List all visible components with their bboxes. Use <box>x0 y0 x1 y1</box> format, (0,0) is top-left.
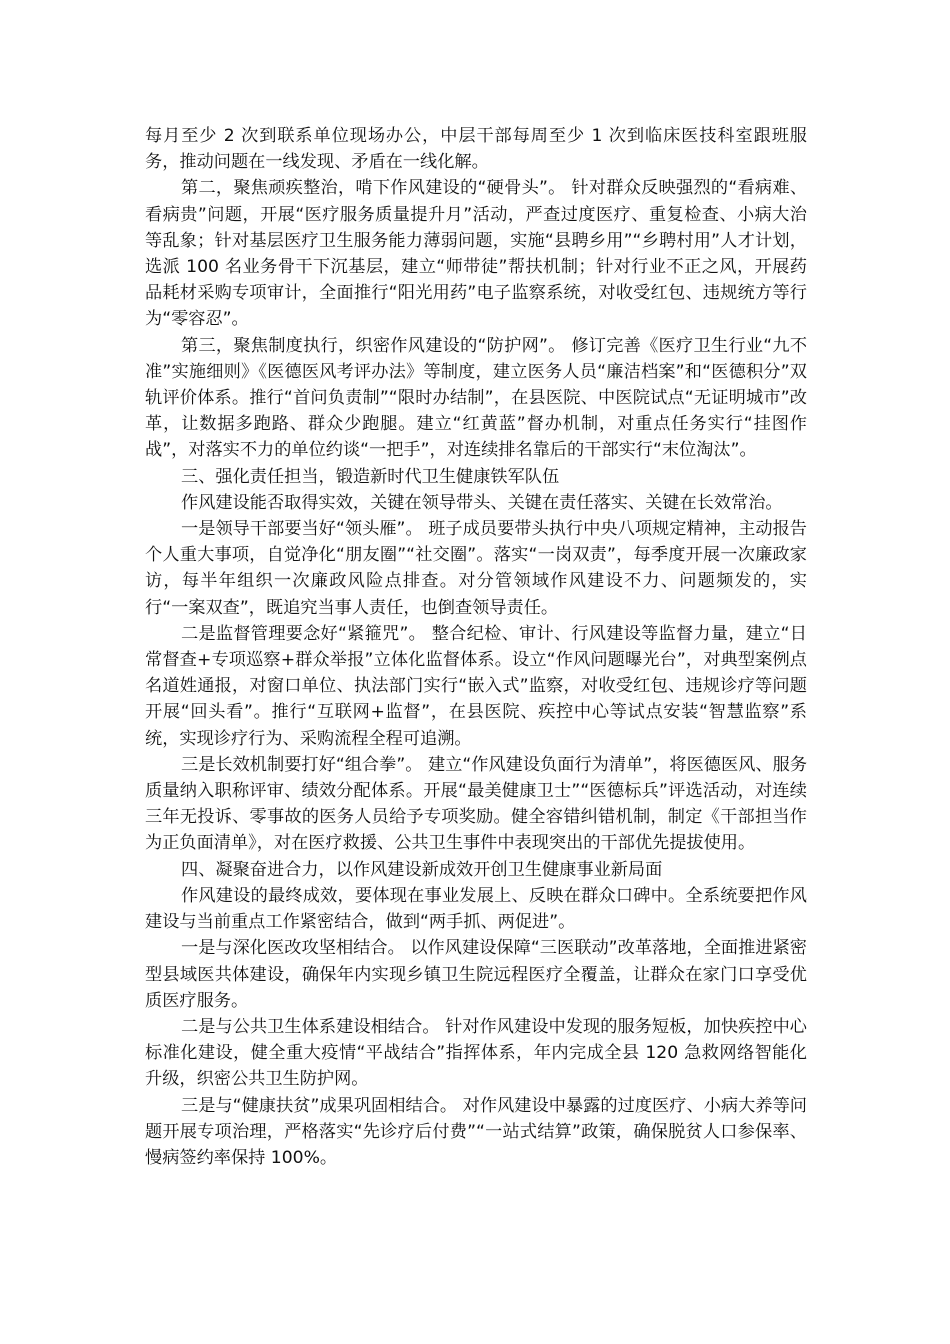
paragraph-text: 修订完善《医疗卫生行业“九不准”实施细则》《医德医风考评办法》等制度，建立医务人员“廉洁档案”和“医德积分”双轨评价体系。推行“首问负责制”“限时办结制”，在县医院、中医院试点“无证明城市”改革，让数据多跑路、群众少跑腿。建立“红黄蓝”督办机制，对重点任务实行“挂图作战”，对落实不力的单位约谈“一把手”，对连续排名靠后的干部实行“末位淘汰”。 <box>145 335 808 461</box>
paragraph-text: 对作风建设中暴露的过度医疗、小病大养等问题开展专项治理，严格落实“先诊疗后付费”“一站式结算”政策，确保脱贫人口参保率、慢病签约率保持 100%。 <box>145 1095 807 1168</box>
paragraph-12 <box>145 1014 807 1093</box>
section-heading-text: 四、凝聚奋进合力，以作风建设新成效开创卫生健康事业新局面 <box>181 859 663 880</box>
document-body <box>145 123 807 1171</box>
paragraph-lead: 二是监督管理要念好“紧箍咒”。 <box>181 623 427 644</box>
paragraph-7 <box>145 621 807 752</box>
section-heading-3 <box>145 464 807 490</box>
paragraph-lead: 二是与公共卫生体系建设相结合。 <box>181 1016 440 1037</box>
paragraph-8 <box>145 752 807 857</box>
paragraph-3 <box>145 333 807 464</box>
paragraph-lead: 第三，聚焦制度执行，织密作风建设的“防护网”。 <box>181 335 566 356</box>
paragraph-text: 班子成员要带头执行中央八项规定精神，主动报告个人重大事项，自觉净化“朋友圈”“社交圈”。落实“一岗双责”，每季度开展一次廉政家访，每半年组织一次廉政风险点排查。对分管领域作风建设不力、问题频发的，实行“一案双查”，既追究当事人责任，也倒查领导责任。 <box>145 519 807 618</box>
paragraph-lead: 三是长效机制要打好“组合拳”。 <box>181 754 423 775</box>
paragraph-text: 每月至少 2 次到联系单位现场办公，中层干部每周至少 1 次到临床医技科室跟班服务，推动问题在一线发现、矛盾在一线化解。 <box>145 126 807 173</box>
paragraph-lead: 一是与深化医改攻坚相结合。 <box>181 938 405 959</box>
paragraph-6 <box>145 516 807 621</box>
paragraph-text: 以作风建设保障“三医联动”改革落地，全面推进紧密型县域医共体建设，确保年内实现乡镇卫生院远程医疗全覆盖，让群众在家门口享受优质医疗服务。 <box>145 938 807 1011</box>
section-heading-text: 三、强化责任担当，锻造新时代卫生健康铁军队伍 <box>181 466 560 487</box>
paragraph-lead: 一是领导干部要当好“领头雁”。 <box>181 519 423 540</box>
paragraph-text: 建立“作风建设负面行为清单”，将医德医风、服务质量纳入职称评审、绩效分配体系。开展“最美健康卫士”“医德标兵”评选活动，对连续三年无投诉、零事故的医务人员给予专项奖励。健全容错纠错机制，制定《干部担当作为正负面清单》，对在医疗救援、公共卫生事件中表现突出的干部优先提拔使用。 <box>145 754 808 854</box>
paragraph-lead: 第二，聚焦顽疾整治，啃下作风建设的“硬骨头”。 <box>181 178 566 199</box>
paragraph-1 <box>145 123 807 175</box>
paragraph-text: 针对作风建设中发现的服务短板，加快疾控中心标准化建设，健全重大疫情“平战结合”指挥体系，年内完成全县 120 急救网络智能化升级，织密公共卫生防护网。 <box>145 1016 807 1090</box>
paragraph-text: 整合纪检、审计、行风建设等监督力量，建立“日常督查+专项巡察+群众举报”立体化监督体系。设立“作风问题曝光台”，对典型案例点名道姓通报，对窗口单位、执法部门实行“嵌入式”监察，对收受红包、违规诊疗等问题开展“回头看”。推行“互联网+监督”，在县医院、疾控中心等试点安装“智慧监察”系统，实现诊疗行为、采购流程全程可追溯。 <box>145 623 807 749</box>
paragraph-2 <box>145 175 807 332</box>
paragraph-11 <box>145 935 807 1014</box>
section-heading-4 <box>145 857 807 883</box>
paragraph-text: 针对群众反映强烈的“看病难、看病贵”问题，开展“医疗服务质量提升月”活动，严查过度医疗、重复检查、小病大治等乱象；针对基层医疗卫生服务能力薄弱问题，实施“县聘乡用”“乡聘村用”人才计划，选派 100 名业务骨干下沉基层，建立“师带徒”帮扶机制；针对行业不正之风，开展药品耗材采购专项审计，全面推行“阳光用药”电子监察系统，对收受红包、违规统方等行为“零容忍”。 <box>145 178 808 330</box>
paragraph-text: 作风建设的最终成效，要体现在事业发展上、反映在群众口碑中。全系统要把作风建设与当前重点工作紧密结合，做到“两手抓、两促进”。 <box>145 885 807 933</box>
paragraph-10 <box>145 883 807 935</box>
paragraph-5 <box>145 490 807 516</box>
paragraph-text: 作风建设能否取得实效，关键在领导带头、关键在责任落实、关键在长效常治。 <box>181 492 783 513</box>
paragraph-lead: 三是与“健康扶贫”成果巩固相结合。 <box>181 1095 458 1116</box>
paragraph-13 <box>145 1093 807 1172</box>
